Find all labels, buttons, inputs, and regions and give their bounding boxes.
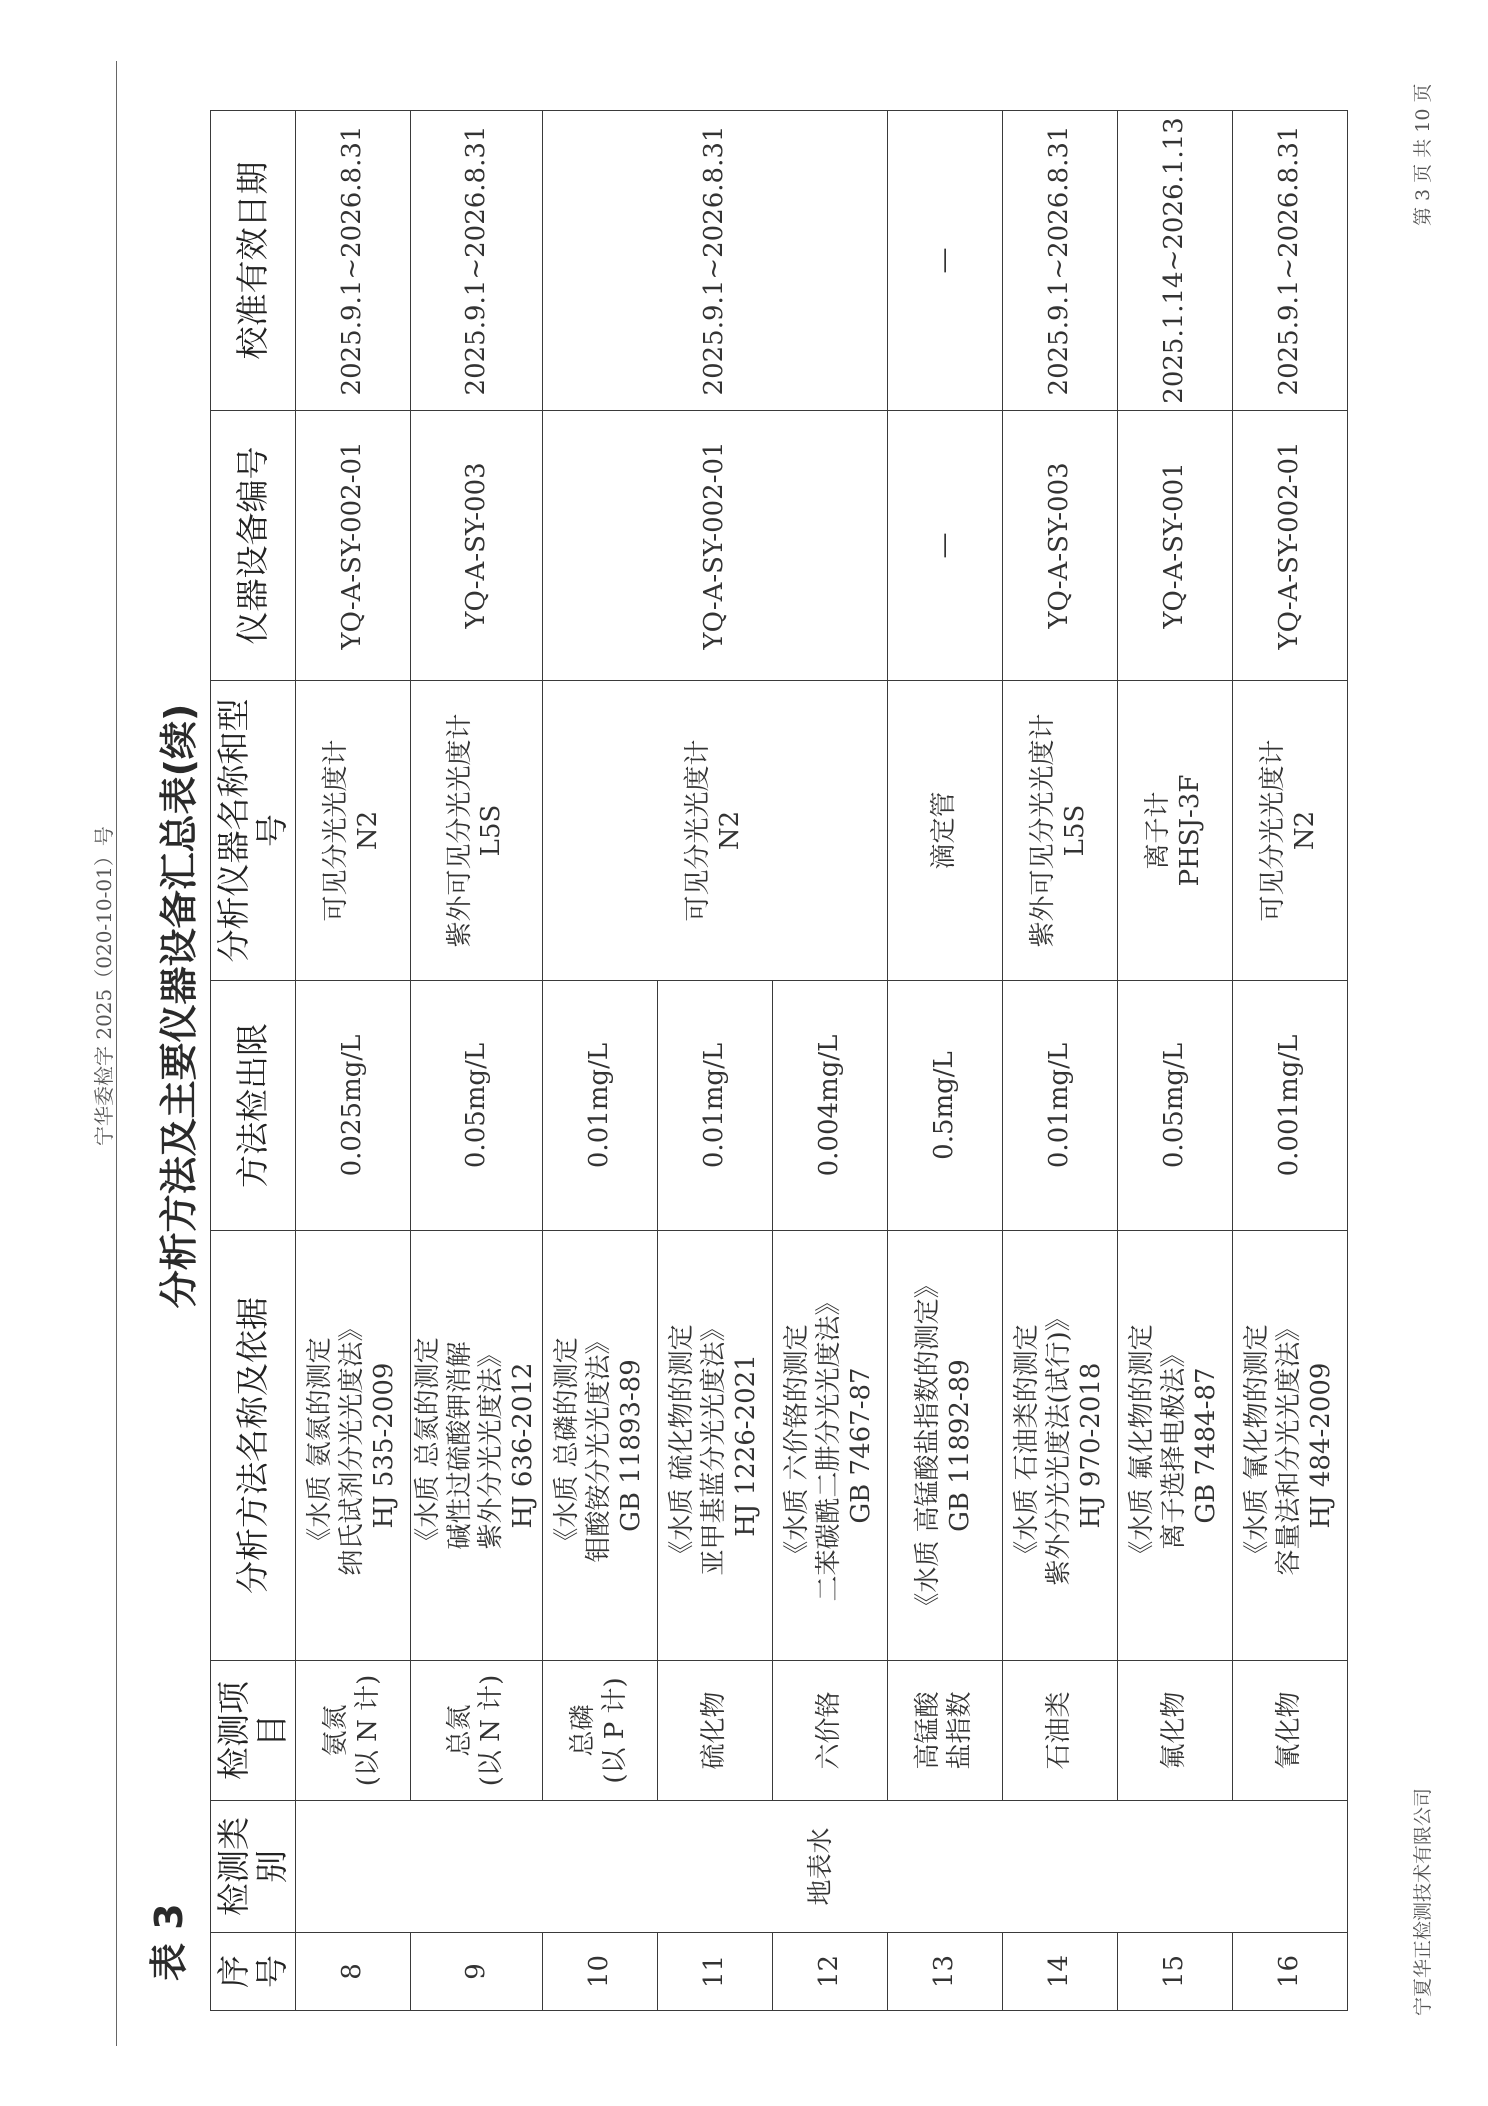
method-cell: 《水质 高锰酸盐指数的测定》 GB 11892-89 [887,1231,1002,1661]
instrument-cell-merged: 可见分光光度计 N2 [542,681,887,981]
col-header-category: 检测类别 [211,1801,296,1933]
row-no: 8 [296,1933,411,2011]
table-row [1002,111,1117,2011]
item-cell: 总磷 (以 P 计) [542,1661,657,1801]
item-cell: 总氮 (以 N 计) [411,1661,543,1801]
instrument-cell: 紫外可见分光光度计 L5S [411,681,543,981]
col-header-limit: 方法检出限 [211,981,296,1231]
limit-cell: 0.05mg/L [411,981,543,1231]
table-row [542,111,657,2011]
instrument-cell: 离子计 PHSJ-3F [1117,681,1232,981]
limit-cell: 0.5mg/L [887,981,1002,1231]
calib-cell: — [887,111,1002,411]
item-cell: 氰化物 [1232,1661,1347,1801]
item-cell: 硫化物 [657,1661,772,1801]
footer-page-number: 第 3 页 共 10 页 [1412,83,1434,226]
calib-cell: 2025.9.1~2026.8.31 [296,111,411,411]
item-cell: 六价铬 [772,1661,887,1801]
method-cell: 《水质 硫化物的测定 亚甲基蓝分光光度法》 HJ 1226-2021 [657,1231,772,1661]
table-row [1117,111,1232,2011]
table-row [887,111,1002,2011]
table-row [1232,111,1347,2011]
method-cell: 《水质 总磷的测定 钼酸铵分光光度法》 GB 11893-89 [542,1231,657,1661]
calib-cell: 2025.9.1~2026.8.31 [1002,111,1117,411]
item-cell: 高锰酸 盐指数 [887,1661,1002,1801]
equip-id-cell: — [887,411,1002,681]
row-no: 12 [772,1933,887,2011]
calib-cell: 2025.9.1~2026.8.31 [411,111,543,411]
col-header-item: 检测项目 [211,1661,296,1801]
category-cell: 地表水 [296,1801,1348,1933]
instrument-cell: 紫外可见分光光度计 L5S [1002,681,1117,981]
item-cell: 石油类 [1002,1661,1117,1801]
item-cell: 氨氮 (以 N 计) [296,1661,411,1801]
col-header-calib: 校准有效日期 [211,111,296,411]
row-no: 15 [1117,1933,1232,2011]
method-cell: 《水质 氰化物的测定 容量法和分光光度法》 HJ 484-2009 [1232,1231,1347,1661]
document-title: 分析方法及主要仪器设备汇总表(续) [157,703,201,1309]
summary-table [210,110,1348,2011]
limit-cell: 0.001mg/L [1232,981,1347,1231]
col-header-instrument: 分析仪器名称和型号 [211,681,296,981]
instrument-cell: 可见分光光度计 N2 [1232,681,1347,981]
limit-cell: 0.025mg/L [296,981,411,1231]
equip-id-cell: YQ-A-SY-002-01 [296,411,411,681]
equip-id-cell: YQ-A-SY-002-01 [1232,411,1347,681]
row-no: 16 [1232,1933,1347,2011]
row-no: 13 [887,1933,1002,2011]
row-no: 11 [657,1933,772,2011]
table-header-row [211,111,296,2011]
col-header-method: 分析方法名称及依据 [211,1231,296,1661]
method-cell: 《水质 氟化物的测定 离子选择电极法》 GB 7484-87 [1117,1231,1232,1661]
col-header-equip-id: 仪器设备编号 [211,411,296,681]
table-row [411,111,543,2011]
col-header-no: 序号 [211,1933,296,2011]
method-cell: 《水质 总氮的测定 碱性过硫酸钾消解 紫外分光光度法》 HJ 636-2012 [411,1231,543,1661]
limit-cell: 0.01mg/L [1002,981,1117,1231]
limit-cell: 0.004mg/L [772,981,887,1231]
header-rule [116,61,117,2046]
calib-cell: 2025.1.14~2026.1.13 [1117,111,1232,411]
calib-cell: 2025.9.1~2026.8.31 [1232,111,1347,411]
equip-id-cell: YQ-A-SY-003 [411,411,543,681]
row-no: 10 [542,1933,657,2011]
equip-id-cell: YQ-A-SY-001 [1117,411,1232,681]
instrument-cell: 滴定管 [887,681,1002,981]
row-no: 14 [1002,1933,1117,2011]
equip-id-cell-merged: YQ-A-SY-002-01 [542,411,887,681]
calib-cell-merged: 2025.9.1~2026.8.31 [542,111,887,411]
footer-company: 宁夏华正检测技术有限公司 [1412,1787,1434,2016]
instrument-cell: 可见分光光度计 N2 [296,681,411,981]
table-label: 表 3 [147,1903,191,1981]
limit-cell: 0.01mg/L [542,981,657,1231]
method-cell: 《水质 石油类的测定 紫外分光光度法(试行)》 HJ 970-2018 [1002,1231,1117,1661]
limit-cell: 0.01mg/L [657,981,772,1231]
method-cell: 《水质 氨氮的测定 纳氏试剂分光光度法》 HJ 535-2009 [296,1231,411,1661]
equip-id-cell: YQ-A-SY-003 [1002,411,1117,681]
item-cell: 氟化物 [1117,1661,1232,1801]
row-no: 9 [411,1933,543,2011]
method-cell: 《水质 六价铬的测定 二苯碳酰二肼分光光度法》 GB 7467-87 [772,1231,887,1661]
doc-number: 宁华委检字 2025（020-10-01）号 [92,826,116,1146]
limit-cell: 0.05mg/L [1117,981,1232,1231]
table-row [296,111,411,2011]
